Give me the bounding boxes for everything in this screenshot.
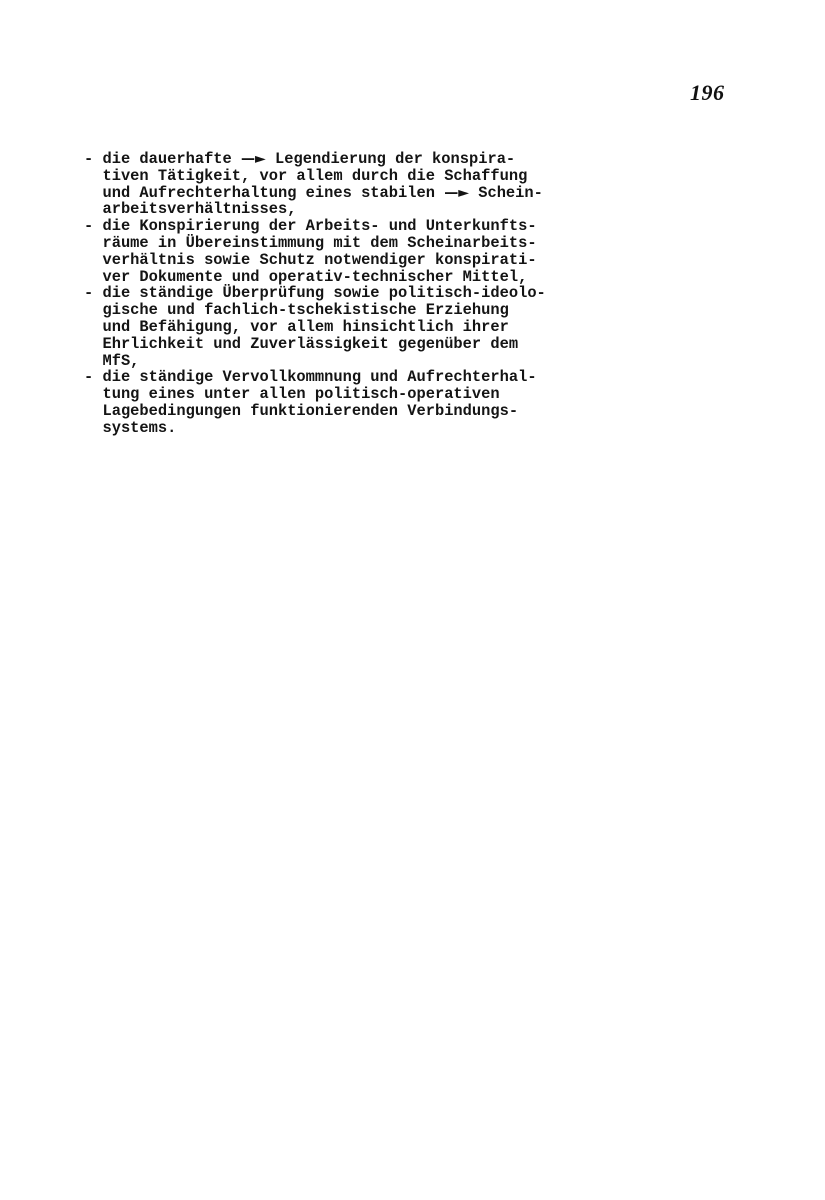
body-text bbox=[84, 151, 604, 437]
text-line: Ehrlichkeit und Zuverlässigkeit gegenüber dem bbox=[84, 334, 519, 353]
text-line: tiven Tätigkeit, vor allem durch die Schaffung bbox=[84, 166, 528, 185]
text-line: und Befähigung, vor allem hinsichtlich ihrer bbox=[84, 317, 509, 336]
text-line: verhältnis sowie Schutz notwendiger konspirati- bbox=[84, 250, 537, 269]
arrow-icon: —► bbox=[241, 151, 266, 167]
text-line: ver Dokumente und operativ-technischer Mittel, bbox=[84, 267, 528, 286]
text-line: - die ständige Überprüfung sowie politisch-ideolo- bbox=[84, 284, 546, 303]
text-line: gische und fachlich-tschekistische Erziehung bbox=[84, 301, 509, 320]
text-segment: und Aufrechterhaltung eines stabilen bbox=[84, 183, 445, 202]
text-segment: Legendierung der konspira- bbox=[265, 150, 516, 168]
text-segment: - die dauerhafte bbox=[84, 150, 242, 168]
text-line: systems. bbox=[84, 418, 177, 437]
text-line: arbeitsverhältnisses, bbox=[84, 200, 297, 219]
page-number: 196 bbox=[690, 80, 725, 105]
text-segment: Schein- bbox=[468, 183, 543, 202]
arrow-icon: —► bbox=[444, 184, 469, 201]
text-line: räume in Übereinstimmung mit dem Scheinarbeits- bbox=[84, 233, 537, 252]
text-line bbox=[84, 185, 604, 202]
text-line: - die Konspirierung der Arbeits- und Unterkunfts- bbox=[84, 217, 537, 236]
text-line: tung eines unter allen politisch-operativen bbox=[84, 385, 500, 404]
text-line: MfS, bbox=[84, 351, 140, 370]
text-line bbox=[84, 151, 604, 168]
text-line: Lagebedingungen funktionierenden Verbindungs- bbox=[84, 401, 519, 420]
text-line: - die ständige Vervollkommnung und Aufrechterhal- bbox=[84, 368, 537, 387]
